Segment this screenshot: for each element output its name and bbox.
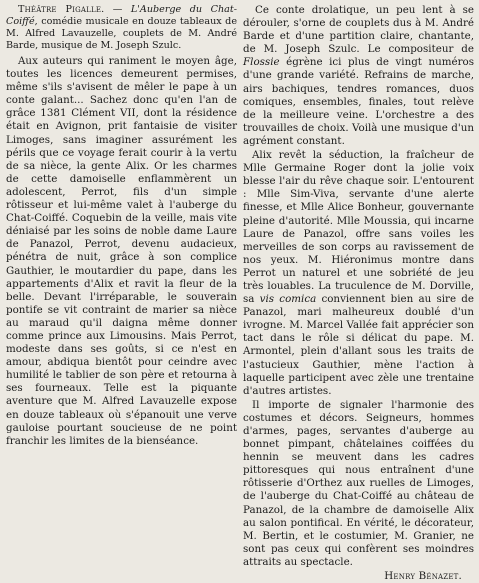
paragraph-decor: Il importe de signaler l'harmonie des costumes et décors. Seigneurs, hommes d'armes, pages, servantes d'auberge au bonnet pimpant, châtelaines coiffées du hennin se meuvent dans les cadres pittoresques qui nous entraînent d'une rôtisserie d'Orthez aux ruelles de Limoges, de l'auberge du Chat-Coiffé au château de Panazol, de la chambre de damoiselle Alix au salon pontifical. En vérité, le décorateur, M. Bertin, et le costumier, M. Granier, ne sont pas ceux qui confèrent ses moindres attraits au spectacle. <box>243 398 474 568</box>
music-italic-title: Flossie <box>243 56 280 69</box>
music-text-end: égrène ici plus de vingt numéros d'une grande variété. Refrains de marche, airs bachiques, tendres romances, duos comiques, ensembles, finales, tout relève de la meilleure veine. L'orchestre a des trouvailles de choix. Voilà une musique d'un agrément constant. <box>243 56 474 147</box>
right-column <box>243 4 474 583</box>
header-dash: . — <box>101 4 131 15</box>
paragraph-plot: Aux auteurs qui raniment le moyen âge, toutes les licences demeurent permises, même s'ils s'avisent de mêler le pape à un conte galant... Sachez donc qu'en l'an de grâce 1381 Clément VII, dont la résidence était en Avignon, prit fantaisie de visiter Limoges, sans imaginer assurément les périls que ce voyage ferait courir à la vertu de sa nièce, la gente Alix. Or les charmes de cette damoiselle enflammèrent un adolescent, Perrot, fils d'un simple rôtisseur et lui-même valet à l'auberge du Chat-Coiffé. Coquebin de la veille, mais vite déniaisé par les soins de noble dame Laure de Panazol, Perrot, devenu audacieux, pénétra de nuit, grâce à son complice Gauthier, le moutardier du pape, dans les appartements d'Alix et ravit la fleur de la belle. Devant l'irréparable, le souverain pontife se vit contraint de marier sa nièce au maraud qu'il daigna même donner comme prince aux Limousins. Mais Perrot, modeste dans ses goûts, si ce n'est en amour, abdiqua bientôt pour ceindre avec humilité le tablier de son père et retourna à ses fourneaux. Telle est la piquante aventure que M. Alfred Lavauzelle expose en douze tableaux où s'épanouit une verve gauloise pourtant soucieuse de ne point franchir les limites de la bienséance. <box>6 55 237 447</box>
review-header <box>6 4 237 52</box>
cast-italic: vis comica <box>259 293 317 306</box>
left-column <box>6 4 237 448</box>
theatre-name: Théâtre Pigalle <box>18 4 102 15</box>
play-description: , comédie musicale en douze tableaux de M. Alfred Lavauzelle, couplets de M. André Barde, musique de M. Joseph Szulc. <box>6 16 237 51</box>
music-text-start: Ce conte drolatique, un peu lent à se dérouler, s'orne de couplets dus à M. André Barde et d'une partition claire, chantante, de M. Joseph Szulc. Le compositeur de <box>243 4 474 56</box>
cast-text-start: Alix revêt la séduction, la fraîcheur de Mlle Germaine Roger dont la jolie voix blesse l'air du rêve chaque soir. L'entourent : Mlle Sim-Viva, servante d'une alerte finesse, et Mlle Alice Bonheur, gouvernante pleine d'autorité. Mlle Moussia, qui incarne Laure de Panazol, offre sans voiles les merveilles de son corps au ravissement de nos yeux. M. Hiéronimus montre dans Perrot un naturel et une sobriété de jeu très louables. La truculence de M. Dorville, sa <box>243 149 474 306</box>
cast-text-end: conviennent bien au sire de Panazol, mari malheureux doublé d'un ivrogne. M. Marcel Vallée fait apprécier son tact dans le rôle si délicat du pape. M. Armontel, plein d'allant sous les traits de l'astucieux Gauthier, mène l'action à laquelle participent avec zèle une trentaine d'autres artistes. <box>243 293 474 397</box>
paragraph-music <box>243 4 474 148</box>
paragraph-cast <box>243 149 474 398</box>
play-title: L'Auberge du Chat-Coiffé <box>6 4 237 27</box>
author-signature: Henry Bénazet. <box>384 570 462 583</box>
